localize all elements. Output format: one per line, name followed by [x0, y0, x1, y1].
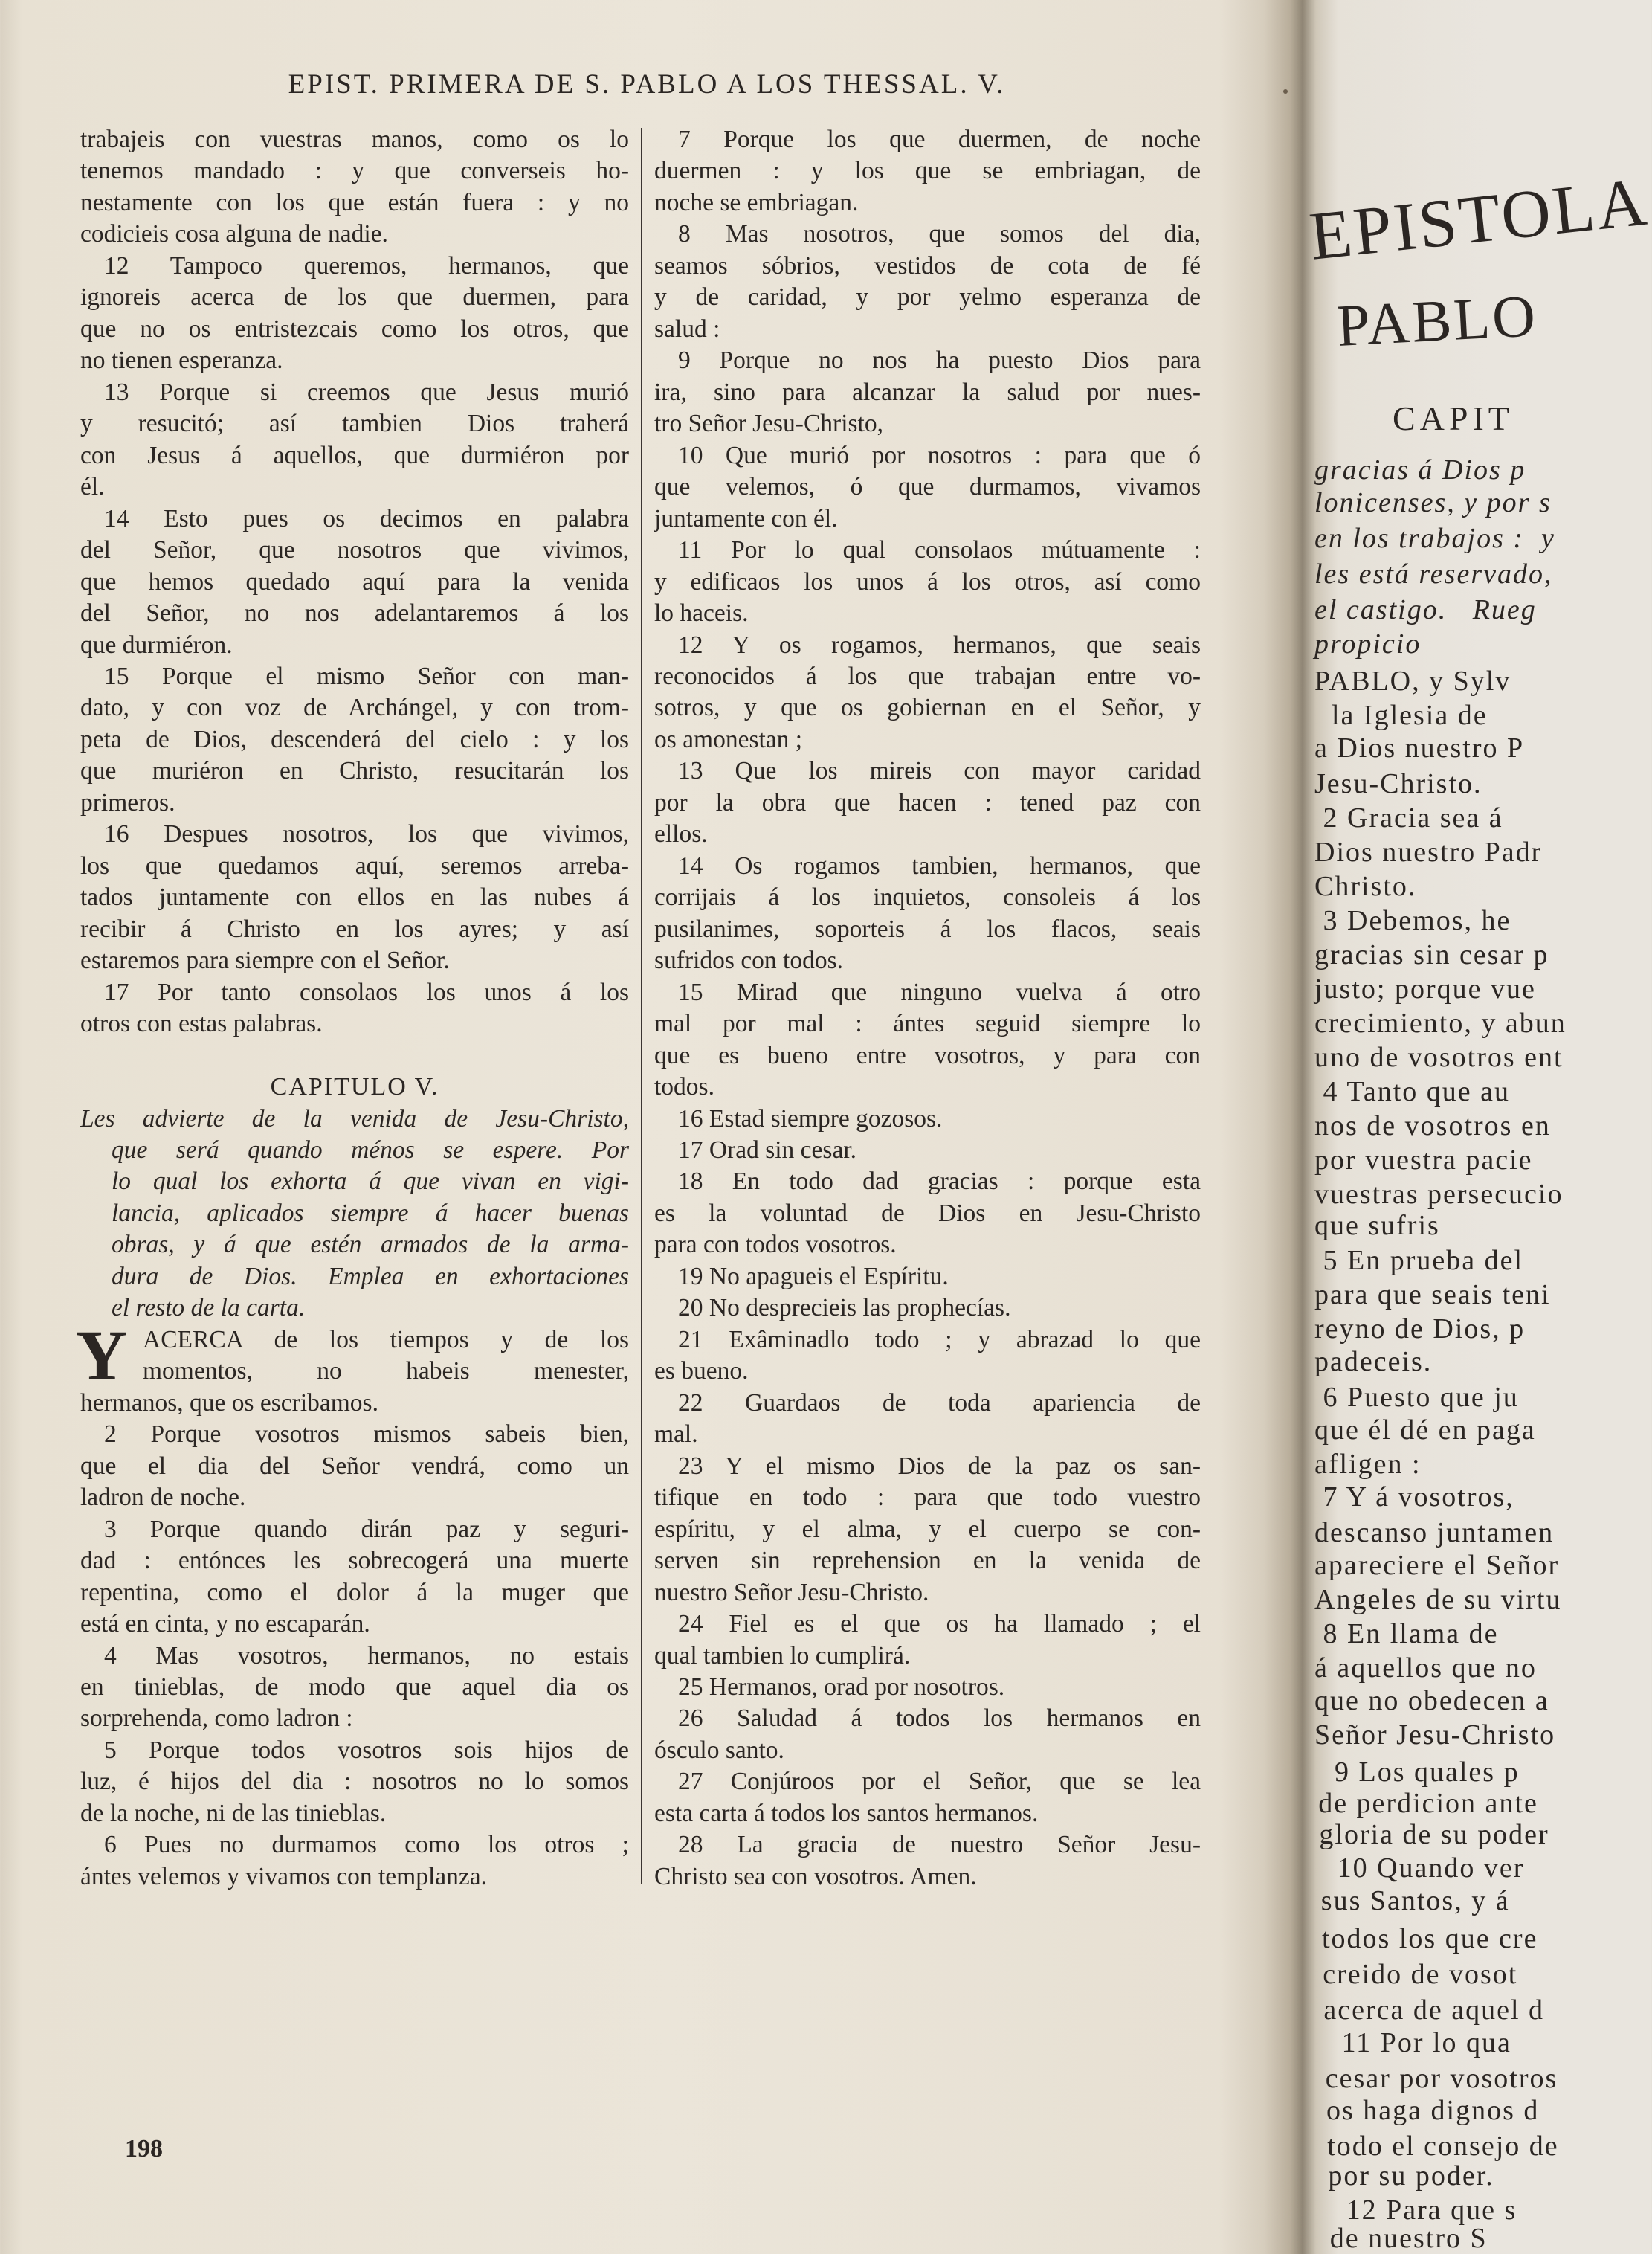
text-line: [80, 1482, 629, 1513]
line-text: para con todos vosotros.: [654, 1231, 897, 1259]
line-text: 13 Porque si creemos que Jesus murió: [104, 378, 629, 406]
chapter-summary-line: [80, 1135, 629, 1166]
text-line: [80, 282, 629, 313]
text-line: [80, 788, 629, 819]
text-line: [654, 1609, 1201, 1640]
line-text: recibir á Christo en los ayres; y así: [80, 915, 629, 943]
text-line: [654, 1735, 1201, 1766]
facing-page-line: por vuestra pacie: [1314, 1144, 1533, 1176]
line-text: que el dia del Señor vendrá, como un: [80, 1452, 629, 1480]
line-text: tro Señor Jesu-Christo,: [654, 410, 883, 438]
text-line: [80, 630, 629, 661]
text-line: [80, 1766, 629, 1797]
text-line: [654, 788, 1201, 819]
line-text: es bueno.: [654, 1357, 749, 1385]
facing-page-line: Señor Jesu-Christo: [1314, 1719, 1556, 1751]
text-line: [654, 1229, 1201, 1260]
text-line: [654, 1703, 1201, 1734]
line-text: en tinieblas, de modo que aquel dia os: [80, 1672, 629, 1701]
text-line: [80, 440, 629, 471]
line-text: 4 Mas vosotros, hermanos, no estais: [104, 1641, 629, 1669]
line-text: que será quando ménos se espere. Por: [112, 1136, 629, 1164]
line-text: 16 Despues nosotros, los que vivimos,: [104, 820, 629, 849]
text-line: [654, 124, 1201, 155]
facing-page-line: nos de vosotros en: [1314, 1110, 1551, 1142]
text-line: [654, 471, 1201, 503]
facing-page-title-2: PABLO: [1335, 283, 1540, 360]
line-text: 19 No apagueis el Espíritu.: [678, 1262, 949, 1290]
line-text: 2 Porque vosotros mismos sabeis bien,: [104, 1420, 629, 1449]
line-text: juntamente con él.: [654, 504, 838, 532]
text-line: [80, 661, 629, 692]
text-line: [654, 314, 1201, 345]
line-text: es la voluntad de Dios en Jesu-Christo: [654, 1199, 1201, 1227]
line-text: estaremos para siempre con el Señor.: [80, 947, 450, 975]
line-text: del Señor, que nosotros que vivimos,: [80, 536, 629, 564]
text-line: [80, 377, 629, 408]
text-line: [654, 1135, 1201, 1166]
line-text: Christo sea con vosotros. Amen.: [654, 1862, 977, 1890]
line-text: 16 Estad siempre gozosos.: [678, 1104, 943, 1133]
line-text: trabajeis con vuestras manos, como os lo: [80, 126, 629, 153]
text-line: [654, 914, 1201, 945]
facing-page-line: Angeles de su virtu: [1314, 1584, 1562, 1615]
text-line: [654, 1451, 1201, 1482]
line-text: 8 Mas nosotros, que somos del dia,: [678, 220, 1201, 248]
facing-page-line: la Iglesia de: [1314, 700, 1488, 731]
text-line: [654, 567, 1201, 598]
text-line: [654, 1261, 1201, 1292]
line-text: con Jesus á aquellos, que durmiéron por: [80, 441, 629, 469]
facing-page-line: Christo.: [1314, 871, 1417, 902]
chapter-summary-line: [80, 1292, 629, 1324]
line-text: 17 Orad sin cesar.: [678, 1136, 857, 1164]
facing-page-line: os haga dignos d: [1326, 2095, 1540, 2126]
line-text: ellos.: [654, 820, 708, 849]
text-line: [654, 977, 1201, 1008]
facing-page-line: 2 Gracia sea á: [1314, 802, 1503, 834]
facing-page-chapter: CAPIT: [1393, 399, 1514, 437]
text-line: [654, 1419, 1201, 1450]
line-text: 15 Mirad que ninguno vuelva á otro: [678, 978, 1201, 1006]
line-text: serven sin reprehension en la venida de: [654, 1547, 1201, 1575]
text-line: [80, 1514, 629, 1545]
line-text: ACERCA de los tiempos y de los: [143, 1325, 629, 1353]
line-text: del Señor, no nos adelantaremos á los: [80, 599, 629, 628]
facing-page-line: 5 En prueba del: [1314, 1245, 1524, 1276]
text-line: [654, 251, 1201, 282]
line-text: de la noche, ni de las tinieblas.: [80, 1799, 387, 1827]
line-text: dad : entónces les sobrecogerá una muerte: [80, 1547, 629, 1575]
text-line: [80, 471, 629, 503]
line-text: luz, é hijos del dia : nosotros no lo somos: [80, 1768, 629, 1796]
facing-page-line: les está reservado,: [1314, 558, 1553, 590]
facing-page-line: uno de vosotros ent: [1314, 1042, 1564, 1073]
facing-page-line: por su poder.: [1328, 2160, 1494, 2192]
line-text: 6 Pues no durmamos como los otros ;: [104, 1831, 629, 1859]
line-text: dato, y con voz de Archángel, y con trom-: [80, 694, 629, 722]
text-line: [654, 1829, 1201, 1861]
facing-page-line: 4 Tanto que au: [1314, 1076, 1511, 1107]
line-text: lo qual los exhorta á que vivan en vigi-: [112, 1168, 629, 1196]
line-text: primeros.: [80, 788, 175, 817]
facing-page-line: 9 Los quales p: [1317, 1756, 1520, 1788]
text-line: [654, 1577, 1201, 1609]
line-text: 20 No desprecieis las prophecías.: [678, 1294, 1011, 1322]
line-text: ira, sino para alcanzar la salud por nues-: [654, 378, 1201, 406]
line-text: que velemos, ó que durmamos, vivamos: [654, 473, 1201, 501]
page-number: 198: [125, 2135, 163, 2163]
line-text: os amonestan ;: [654, 725, 803, 753]
line-text: está en cinta, y no escaparán.: [80, 1610, 370, 1638]
line-text: 7 Porque los que duermen, de noche: [678, 126, 1201, 153]
text-line: [654, 408, 1201, 439]
line-text: él.: [80, 473, 105, 501]
text-line: [80, 567, 629, 598]
text-line: [80, 819, 629, 850]
line-text: dura de Dios. Emplea en exhortaciones: [112, 1262, 629, 1290]
text-line: [654, 1040, 1201, 1072]
line-text: que no os entristezcais como los otros, que: [80, 315, 629, 343]
line-text: 13 Que los mireis con mayor caridad: [678, 757, 1201, 785]
line-text: no tienen esperanza.: [80, 347, 283, 375]
text-line: [80, 882, 629, 913]
chapter-summary-line: [80, 1166, 629, 1197]
text-line: [654, 187, 1201, 219]
text-line: [80, 977, 629, 1008]
line-text: ignoreis acerca de los que duermen, para: [80, 283, 629, 312]
line-text: 3 Porque quando dirán paz y seguri-: [104, 1515, 629, 1543]
line-text: 9 Porque no nos ha puesto Dios para: [678, 347, 1201, 375]
text-line: [80, 1798, 629, 1829]
facing-page-title-1: EPISTOLA: [1306, 163, 1652, 274]
text-line: [654, 1798, 1201, 1829]
line-text: tados juntamente con ellos en las nubes á: [80, 883, 629, 912]
running-header: EPIST. PRIMERA DE S. PABLO A LOS THESSAL. V.: [288, 69, 1006, 100]
text-line: [654, 1514, 1201, 1545]
facing-page-line: que él dé en paga: [1314, 1414, 1536, 1446]
line-text: codicieis cosa alguna de nadie.: [80, 220, 388, 248]
line-text: 14 Esto pues os decimos en palabra: [104, 504, 629, 532]
text-line: [80, 1735, 629, 1766]
facing-page-line: descanso juntamen: [1314, 1517, 1555, 1548]
text-line: [654, 1672, 1201, 1703]
facing-page-line: que no obedecen a: [1314, 1685, 1549, 1716]
facing-page-line: a Dios nuestro P: [1314, 732, 1525, 764]
line-text: lancia, aplicados siempre á hacer buenas: [112, 1199, 629, 1227]
line-text: mal.: [654, 1420, 698, 1449]
text-line: [654, 630, 1201, 661]
text-line: [80, 1356, 629, 1387]
facing-page-line: afligen :: [1314, 1449, 1422, 1480]
drop-cap: Y: [76, 1315, 128, 1395]
chapter-summary-line: [80, 1229, 629, 1260]
text-line: [654, 661, 1201, 692]
facing-page-line: reyno de Dios, p: [1314, 1313, 1526, 1345]
text-line: [654, 1292, 1201, 1324]
text-line: [654, 1356, 1201, 1387]
text-line: [80, 1577, 629, 1609]
column-divider: [641, 128, 642, 1884]
text-line: [80, 314, 629, 345]
text-line: [654, 819, 1201, 850]
text-line: [80, 1672, 629, 1703]
line-text: salud :: [654, 315, 720, 343]
facing-page-line: 6 Puesto que ju: [1314, 1382, 1519, 1413]
line-text: momentos, no habeis menester,: [143, 1357, 629, 1385]
facing-page-line: propicio: [1314, 628, 1422, 660]
line-text: ósculo santo.: [654, 1736, 784, 1764]
text-line: [80, 187, 629, 219]
facing-page-line: de perdicion ante: [1318, 1788, 1538, 1819]
text-line: [80, 408, 629, 439]
facing-page-line: 12 Para que s: [1329, 2195, 1517, 2226]
line-text: qual tambien lo cumplirá.: [654, 1641, 911, 1669]
facing-page-line: sus Santos, y á: [1320, 1885, 1510, 1916]
line-text: ántes velemos y vivamos con templanza.: [80, 1862, 488, 1890]
text-line: [80, 1388, 629, 1419]
line-text: que hemos quedado aquí para la venida: [80, 567, 629, 596]
facing-page-line: 3 Debemos, he: [1314, 905, 1511, 936]
line-text: 23 Y el mismo Dios de la paz os san-: [678, 1452, 1201, 1480]
right-text-column: [654, 124, 1201, 1893]
text-line: [654, 1104, 1201, 1135]
line-text: 12 Tampoco queremos, hermanos, que: [104, 251, 629, 280]
text-line: [654, 598, 1201, 629]
text-line: [654, 1166, 1201, 1197]
text-line: [80, 851, 629, 882]
text-line: [654, 1861, 1201, 1893]
text-line: [80, 1829, 629, 1861]
facing-page-line: de nuestro S: [1329, 2223, 1488, 2254]
facing-page-line: gracias á Dios p: [1314, 454, 1526, 486]
text-line: [80, 598, 629, 629]
chapter-heading: [80, 1072, 629, 1103]
facing-page-line: que sufris: [1314, 1210, 1440, 1241]
line-text: espíritu, y el alma, y el cuerpo se con-: [654, 1515, 1201, 1543]
line-text: 18 En todo dad gracias : porque esta: [678, 1168, 1201, 1196]
facing-page-line: crecimiento, y abun: [1314, 1008, 1567, 1039]
line-text: esta carta á todos los santos hermanos.: [654, 1799, 1039, 1827]
line-text: 10 Que murió por nosotros : para que ó: [678, 441, 1201, 469]
page-mark: [1283, 89, 1288, 94]
line-text: que durmiéron.: [80, 631, 233, 659]
text-line: [80, 124, 629, 155]
line-text: corrijais á los inquietos, consoleis á los: [654, 883, 1201, 912]
text-line: [80, 1861, 629, 1893]
text-line: [80, 1008, 629, 1040]
text-line: [80, 914, 629, 945]
chapter-summary-line: [80, 1198, 629, 1229]
text-line: [654, 1008, 1201, 1040]
text-line: [654, 945, 1201, 976]
text-line: [654, 535, 1201, 566]
text-line: [80, 692, 629, 724]
facing-page-line: Jesu-Christo.: [1314, 768, 1482, 799]
line-text: duermen : y los que se embriagan, de: [654, 157, 1201, 185]
line-text: otros con estas palabras.: [80, 1010, 323, 1038]
line-text: 12 Y os rogamos, hermanos, que seais: [678, 631, 1201, 659]
text-line: [80, 251, 629, 282]
line-text: nuestro Señor Jesu-Christo.: [654, 1578, 929, 1606]
text-line: [80, 1545, 629, 1577]
line-text: nestamente con los que están fuera : y no: [80, 188, 629, 216]
text-line: [80, 155, 629, 187]
facing-page-line: en los trabajos : y: [1314, 523, 1555, 554]
text-line: [654, 1388, 1201, 1419]
text-line: [654, 1198, 1201, 1229]
line-text: pusilanimes, soporteis á los flacos, seais: [654, 915, 1201, 943]
line-text: repentina, como el dolor á la muger que: [80, 1578, 629, 1606]
line-text: el resto de la carta.: [112, 1294, 306, 1322]
text-line: [654, 155, 1201, 187]
facing-page-line: 11 Por lo qua: [1324, 2027, 1511, 2058]
facing-page-line: acerca de aquel d: [1323, 1994, 1545, 2026]
line-text: todos.: [654, 1073, 714, 1101]
line-text: y edificaos los unos á los otros, así como: [654, 567, 1201, 596]
left-text-column: [76, 124, 629, 1893]
line-text: 28 La gracia de nuestro Señor Jesu-: [678, 1831, 1201, 1859]
facing-page-line: 8 En llama de: [1314, 1618, 1499, 1649]
facing-page-line: cesar por vosotros: [1325, 2063, 1558, 2094]
line-text: 14 Os rogamos tambien, hermanos, que: [678, 851, 1201, 880]
line-text: 25 Hermanos, orad por nosotros.: [678, 1672, 1005, 1701]
line-text: hermanos, que os escribamos.: [80, 1388, 378, 1417]
text-line: [654, 1545, 1201, 1577]
line-text: 21 Exâminadlo todo ; y abrazad lo que: [678, 1325, 1201, 1353]
text-line: [80, 535, 629, 566]
line-text: lo haceis.: [654, 599, 749, 628]
line-text: obras, y á que estén armados de la arma-: [112, 1231, 629, 1259]
text-line: [80, 756, 629, 787]
text-line: [654, 1640, 1201, 1672]
text-line: [80, 1451, 629, 1482]
text-line: [654, 440, 1201, 471]
facing-page-line: 10 Quando ver: [1320, 1852, 1525, 1884]
line-text: 5 Porque todos vosotros sois hijos de: [104, 1736, 629, 1764]
facing-page-line: padeceis.: [1314, 1346, 1433, 1377]
text-line: [80, 724, 629, 756]
chapter-summary-line: [80, 1104, 629, 1135]
line-text: 22 Guardaos de toda apariencia de: [678, 1388, 1201, 1417]
facing-page-line: PABLO, y Sylv: [1314, 666, 1511, 697]
line-text: reconocidos á los que trabajan entre vo-: [654, 662, 1201, 690]
line-text: tenemos mandado : y que converseis ho-: [80, 157, 629, 185]
line-text: los que quedamos aquí, seremos arreba-: [80, 851, 629, 880]
line-text: 17 Por tanto consolaos los unos á los: [104, 978, 629, 1006]
facing-page-line: gracias sin cesar p: [1314, 939, 1549, 970]
text-line: [654, 756, 1201, 787]
line-text: CAPITULO V.: [270, 1073, 439, 1101]
text-line: [80, 1040, 629, 1072]
text-line: [654, 503, 1201, 535]
facing-page-line: á aquellos que no: [1314, 1652, 1537, 1684]
facing-page-line: apareciere el Señor: [1314, 1550, 1560, 1581]
text-line: [80, 1419, 629, 1450]
line-text: noche se embriagan.: [654, 188, 859, 216]
facing-page-line: todo el consejo de: [1327, 2131, 1559, 2162]
facing-page-line: el castigo. Rueg: [1314, 594, 1537, 625]
facing-page-line: todos los que cre: [1322, 1923, 1538, 1954]
text-line: [654, 692, 1201, 724]
facing-page-line: vuestras persecucio: [1314, 1179, 1564, 1210]
line-text: que es bueno entre vosotros, y para con: [654, 1041, 1201, 1069]
line-text: seamos sóbrios, vestidos de cota de fé: [654, 251, 1201, 280]
line-text: 11 Por lo qual consolaos mútuamente :: [678, 536, 1201, 564]
facing-page-line: creido de vosot: [1323, 1959, 1518, 1990]
line-text: 26 Saludad á todos los hermanos en: [678, 1704, 1201, 1733]
line-text: que muriéron en Christo, resucitarán los: [80, 757, 629, 785]
line-text: sotros, y que os gobiernan en el Señor, y: [654, 694, 1201, 722]
text-line: [80, 1609, 629, 1640]
line-text: mal por mal : ántes seguid siempre lo: [654, 1010, 1201, 1038]
text-line: [654, 219, 1201, 250]
line-text: Les advierte de la venida de Jesu-Christo,: [80, 1104, 629, 1133]
line-text: 27 Conjúroos por el Señor, que se lea: [678, 1768, 1201, 1796]
text-line: [654, 882, 1201, 913]
facing-page-line: gloria de su poder: [1319, 1819, 1549, 1850]
facing-page-line: lonicenses, y por s: [1314, 487, 1552, 518]
text-line: [654, 282, 1201, 313]
text-line: [80, 219, 629, 250]
facing-page-line: para que seais teni: [1314, 1279, 1551, 1310]
line-text: tifique en todo : para que todo vuestro: [654, 1484, 1201, 1512]
text-line: [654, 1324, 1201, 1356]
text-line: [80, 1640, 629, 1672]
facing-page: [1306, 0, 1652, 2254]
line-text: ladron de noche.: [80, 1484, 246, 1512]
line-text: por la obra que hacen : tened paz con: [654, 788, 1201, 817]
text-line: [654, 1072, 1201, 1103]
text-line: [80, 503, 629, 535]
text-line: [80, 345, 629, 376]
line-text: y de caridad, y por yelmo esperanza de: [654, 283, 1201, 312]
line-text: 15 Porque el mismo Señor con man-: [104, 662, 629, 690]
facing-page-line: Dios nuestro Padr: [1314, 837, 1543, 868]
line-text: 24 Fiel es el que os ha llamado ; el: [678, 1610, 1201, 1638]
text-line: [654, 345, 1201, 376]
line-text: peta de Dios, descenderá del cielo : y los: [80, 725, 629, 753]
facing-page-line: 7 Y á vosotros,: [1314, 1481, 1514, 1513]
text-line: [654, 724, 1201, 756]
text-line: [80, 1703, 629, 1734]
text-line: [654, 1766, 1201, 1797]
text-line: [654, 851, 1201, 882]
facing-page-line: justo; porque vue: [1314, 973, 1536, 1005]
text-line: [654, 1482, 1201, 1513]
text-line: [80, 945, 629, 976]
line-text: sufridos con todos.: [654, 947, 844, 975]
line-text: sorprehenda, como ladron :: [80, 1704, 353, 1733]
text-line: [654, 377, 1201, 408]
line-text: y resucitó; así tambien Dios traherá: [80, 410, 629, 438]
chapter-summary-line: [80, 1261, 629, 1292]
